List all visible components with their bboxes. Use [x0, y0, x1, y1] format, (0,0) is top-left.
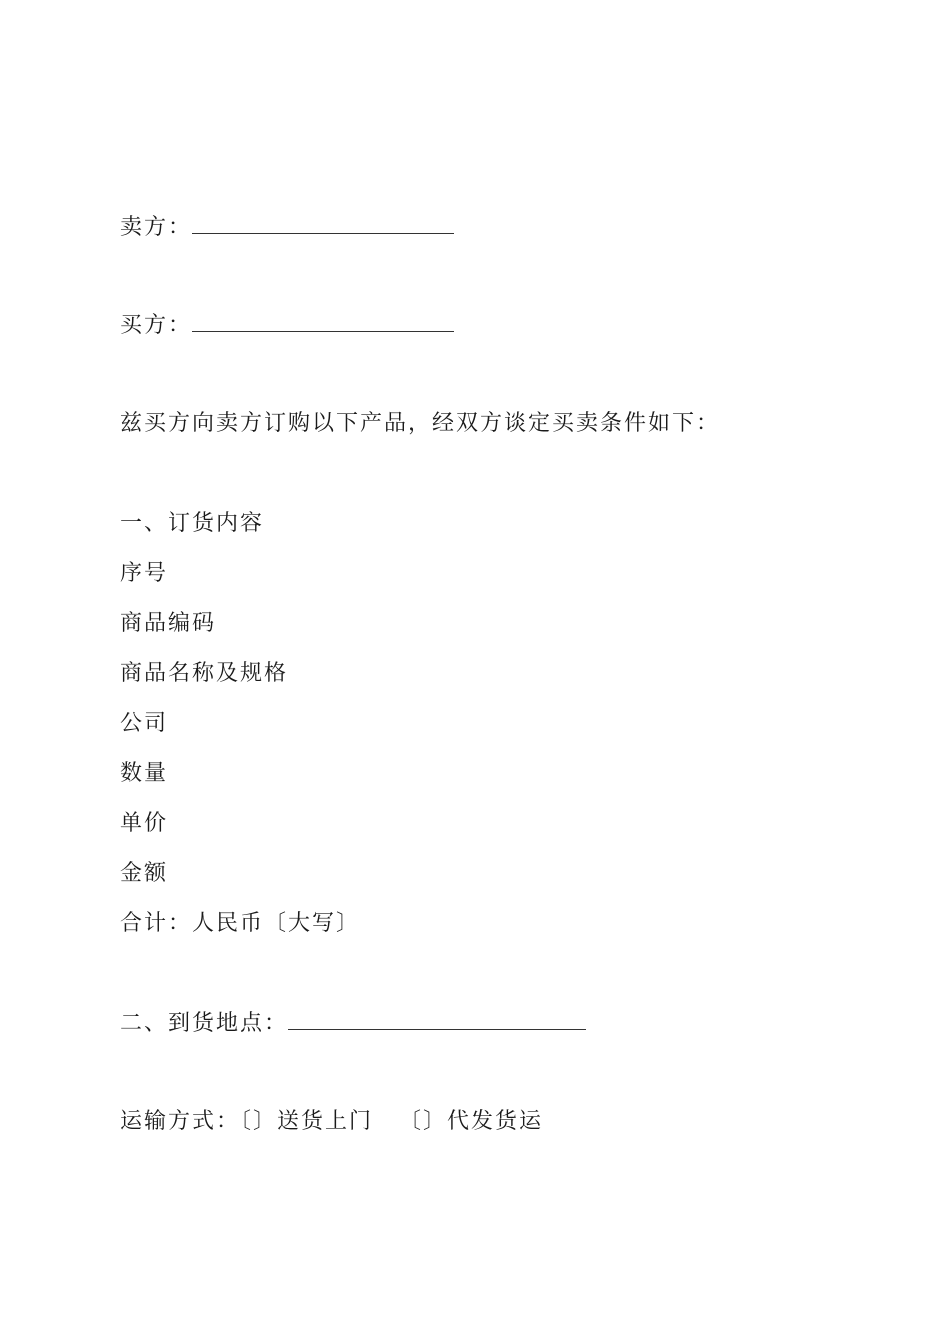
field-amount: 金额 — [120, 861, 169, 886]
transport-option-door-delivery: 〔〕送货上门 — [240, 1109, 374, 1134]
field-total-rmb: 合计：人民币〔大写〕 — [120, 911, 361, 936]
transport-option-freight: 〔〕代发货运 — [399, 1109, 544, 1134]
seller-label: 卖方： — [120, 215, 193, 240]
delivery-place-blank — [288, 1009, 586, 1030]
field-quantity: 数量 — [120, 761, 169, 786]
field-company: 公司 — [120, 711, 169, 736]
field-unit-price: 单价 — [120, 811, 169, 836]
transport-line — [120, 1107, 543, 1137]
section2-title: 二、到货地点： — [120, 1011, 289, 1036]
buyer-blank — [192, 311, 454, 332]
buyer-line — [120, 311, 454, 341]
section1-title: 一、订货内容 — [120, 511, 265, 536]
intro-paragraph: 兹买方向卖方订购以下产品，经双方谈定买卖条件如下： — [120, 411, 721, 436]
field-product-code: 商品编码 — [120, 611, 217, 636]
field-product-name-spec: 商品名称及规格 — [120, 661, 289, 686]
seller-line — [120, 213, 454, 243]
seller-blank — [192, 213, 454, 234]
section2-line — [120, 1009, 586, 1039]
buyer-label: 买方： — [120, 313, 193, 338]
transport-label: 运输方式： — [120, 1109, 241, 1134]
field-index: 序号 — [120, 561, 169, 586]
